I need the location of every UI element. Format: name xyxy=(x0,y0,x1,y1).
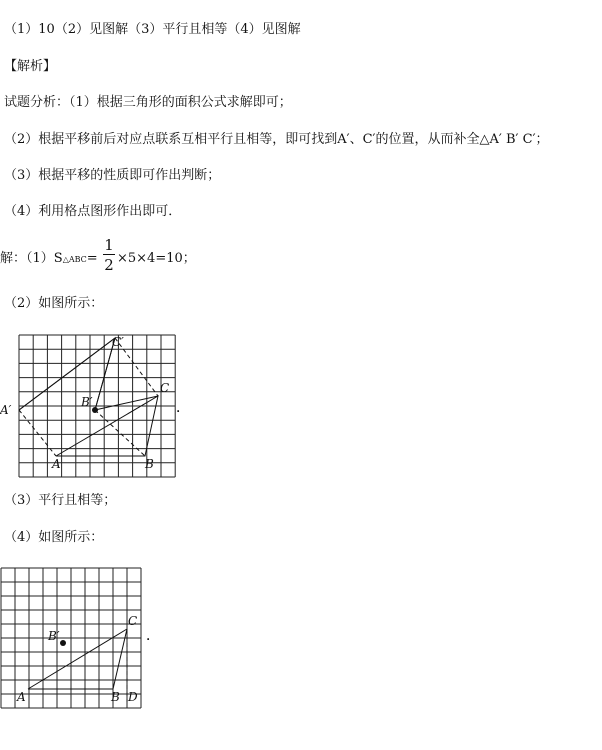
analysis-line-3: （3）根据平移的性质即可作出判断； xyxy=(4,168,221,183)
label-a: A xyxy=(52,457,61,471)
label-b-prime: B′ xyxy=(81,395,93,409)
analysis-heading: 【解析】 xyxy=(4,59,57,74)
part2-label: （2）如图所示： xyxy=(4,296,104,311)
fraction-numerator: 1 xyxy=(104,236,114,254)
label-c-prime: C′ xyxy=(112,335,124,349)
analysis-line-2: （2）根据平移前后对应点联系互相平行且相等，即可找到A′、C′的位置，从而补全△A′ B′ C′； xyxy=(4,132,549,147)
analysis-line-1: 试题分析：（1）根据三角形的面积公式求解即可； xyxy=(4,95,292,110)
figure-2-trailing-dot: ． xyxy=(146,628,160,644)
part4-label: （4）如图所示： xyxy=(4,530,104,545)
label-b: B xyxy=(111,690,120,704)
label-d: D xyxy=(128,690,138,704)
label-c: C xyxy=(160,381,170,395)
figure-2-grid xyxy=(1,568,141,708)
label-b-prime: B′ xyxy=(48,629,60,643)
solution-subscript: △ABC xyxy=(62,255,87,264)
figure-1-trailing-dot: ． xyxy=(176,400,190,416)
label-b: B xyxy=(145,457,154,471)
analysis-line-4: （4）利用格点图形作出即可． xyxy=(4,204,182,219)
solution-prefix: 解：（1）S xyxy=(0,251,63,266)
answer-line: （1）10（2）见图解（3）平行且相等（4）见图解 xyxy=(4,22,301,37)
label-a: A xyxy=(17,690,26,704)
fraction-denominator: 2 xyxy=(104,256,114,274)
label-a-prime: A′ xyxy=(0,403,12,417)
label-c: C xyxy=(128,614,138,628)
part3-label: （3）平行且相等； xyxy=(4,493,117,508)
solution-rest: ×5×4=10； xyxy=(117,251,196,266)
point-b-prime xyxy=(60,640,66,646)
solution-eq: = xyxy=(86,251,98,266)
